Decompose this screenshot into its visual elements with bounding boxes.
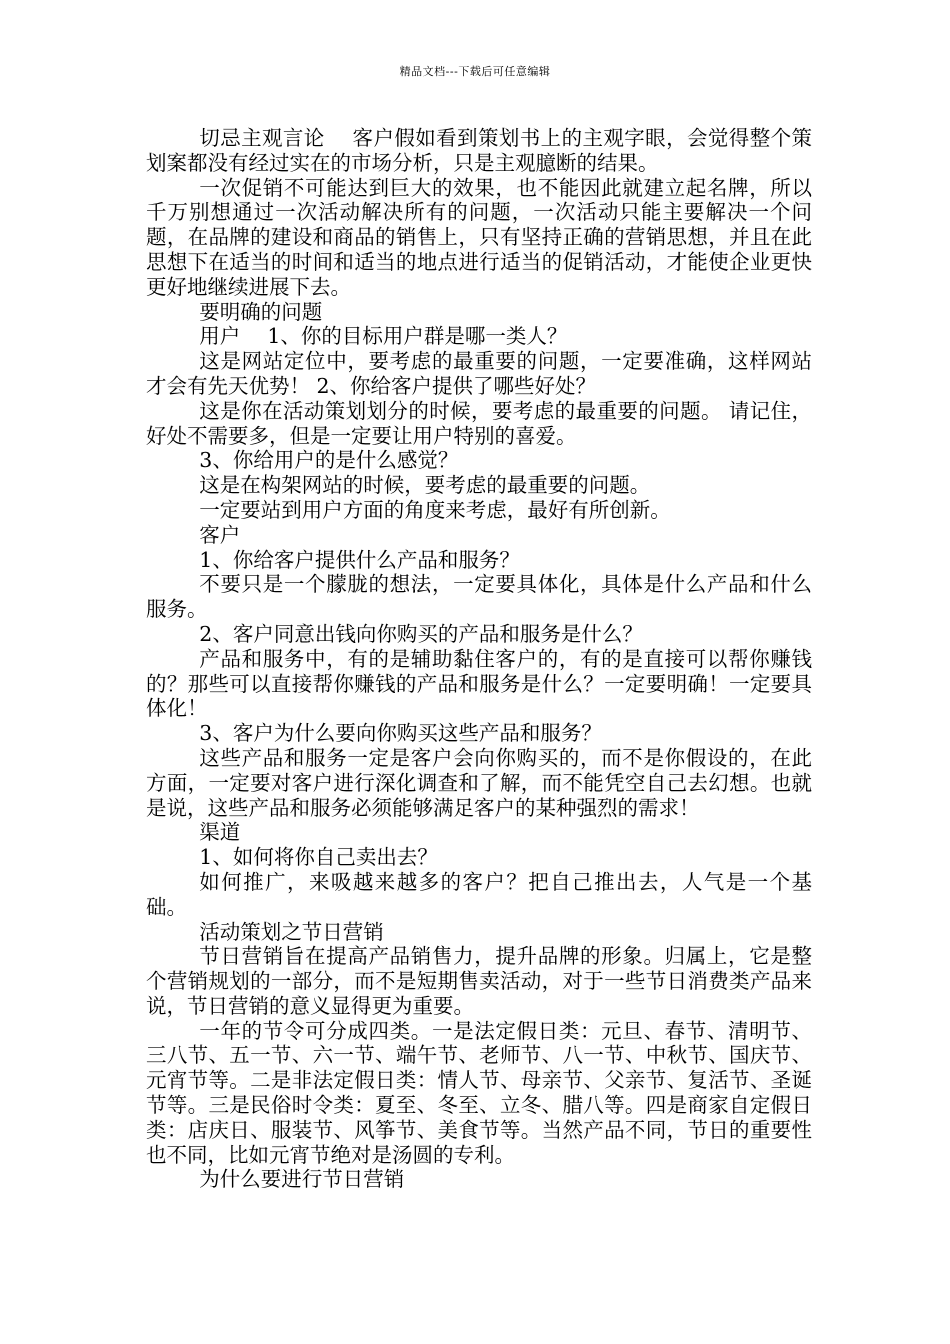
page-header: 精品文档---下载后可任意编辑 xyxy=(399,65,551,78)
paragraph-users-innovation: 一定要站到用户方面的角度来考虑，最好有所创新。 xyxy=(199,497,671,522)
heading-customers: 客户 xyxy=(199,522,241,547)
paragraph-customers-q1: 1、你给客户提供什么产品和服务？ xyxy=(199,547,520,572)
paragraph-users-q1: 用户 1、你的目标用户群是哪一类人？ xyxy=(199,324,568,349)
paragraph-holiday-purpose: 节日营销旨在提高产品销售力，提升品牌的形象。归属上，它是整个营销规划的一部分，而不是短期售卖活动，对于一些节日消费类产品来说，节日营销的意义显得更为重要。 xyxy=(146,944,812,1018)
paragraph-channels-q1: 1、如何将你自己卖出去？ xyxy=(199,845,438,870)
heading-holiday-marketing: 活动策划之节日营销 xyxy=(199,919,384,944)
heading-questions: 要明确的问题 xyxy=(199,299,323,324)
paragraph-customers-q2: 2、客户同意出钱向你购买的产品和服务是什么？ xyxy=(199,621,643,646)
paragraph-customers-q3: 3、客户为什么要向你购买这些产品和服务？ xyxy=(199,721,602,746)
paragraph-subjective-caution: 切忌主观言论 客户假如看到策划书上的主观字眼，会觉得整个策划案都没有经过实在的市场分析，只是主观臆断的结果。 xyxy=(146,126,812,175)
paragraph-customers-a1: 不要只是一个朦胧的想法，一定要具体化，具体是什么产品和什么服务。 xyxy=(146,572,812,622)
paragraph-users-a2: 这是你在活动策划划分的时候，要考虑的最重要的问题。 请记住，好处不需要多，但是一定要让用户特别的喜爱。 xyxy=(146,398,812,448)
paragraph-users-a3: 这是在构架网站的时候，要考虑的最重要的问题。 xyxy=(199,473,651,498)
paragraph-customers-a3: 这些产品和服务一定是客户会向你购买的，而不是你假设的，在此方面，一定要对客户进行深化调查和了解，而不能凭空自己去幻想。也就是说，这些产品和服务必须能够满足客户的某种强烈的需求！ xyxy=(146,745,812,820)
paragraph-channels-a1: 如何推广，来吸越来越多的客户？把自己推出去，人气是一个基础。 xyxy=(146,869,812,919)
paragraph-users-a1: 这是网站定位中，要考虑的最重要的问题，一定要准确，这样网站才会有先天优势！ 2、你给客户提供了哪些好处？ xyxy=(146,349,812,398)
paragraph-holiday-categories: 一年的节令可分成四类。一是法定假日类：元旦、春节、清明节、三八节、五一节、六一节、端午节、老师节、八一节、中秋节、国庆节、元宵节等。二是非法定假日类：情人节、母亲节、父亲节、复活节、圣诞节等。三是民俗时令类：夏至、冬至、立冬、腊八等。四是商家自定假日类：店庆日、服装节、风筝节、美食节等。当然产品不同，节日的重要性也不同，比如元宵节绝对是汤圆的专利。 xyxy=(146,1018,812,1167)
paragraph-users-q3: 3、你给用户的是什么感觉？ xyxy=(199,448,459,473)
heading-channels: 渠道 xyxy=(199,820,241,845)
document-body xyxy=(146,126,812,1192)
paragraph-single-promotion: 一次促销不可能达到巨大的效果，也不能因此就建立起名牌，所以千万别想通过一次活动解决所有的问题，一次活动只能主要解决一个问题，在品牌的建设和商品的销售上，只有坚持正确的营销思想，并且在此思想下在适当的时间和适当的地点进行适当的促销活动，才能使企业更快更好地继续进展下去。 xyxy=(146,175,812,299)
heading-why-holiday-marketing: 为什么要进行节日营销 xyxy=(199,1167,405,1192)
paragraph-customers-a2: 产品和服务中，有的是辅助黏住客户的，有的是直接可以帮你赚钱的？那些可以直接帮你赚钱的产品和服务是什么？一定要明确！一定要具体化！ xyxy=(146,646,812,721)
